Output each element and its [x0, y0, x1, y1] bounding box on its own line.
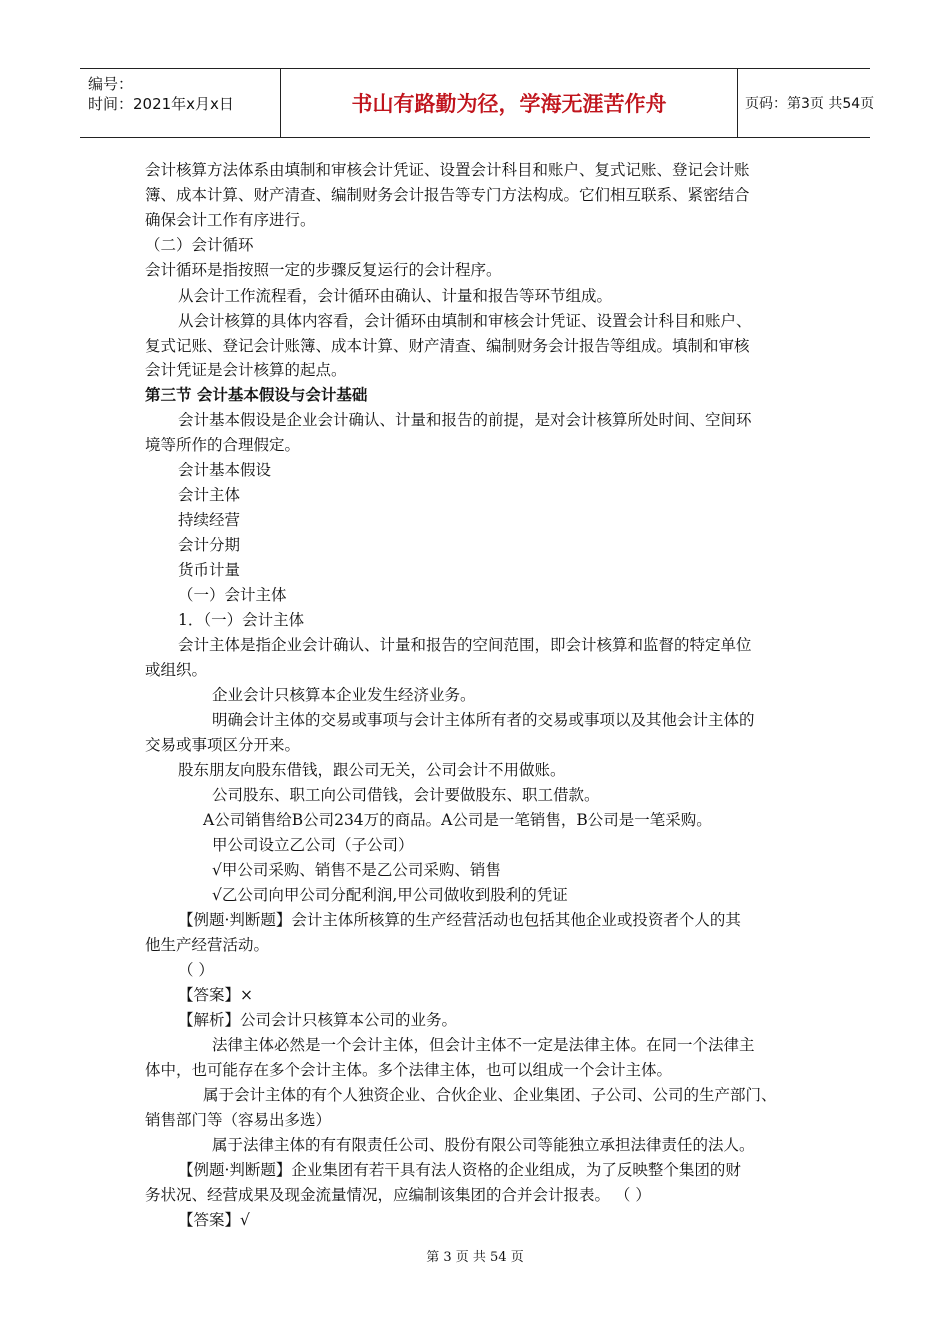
text-line: 股东朋友向股东借钱，跟公司无关，公司会计不用做账。	[178, 761, 566, 779]
text-line: 企业会计只核算本企业发生经济业务。	[212, 686, 476, 704]
text-line: 会计循环是指按照一定的步骤反复运行的会计程序。	[145, 261, 502, 279]
answer: 【答案】×	[178, 986, 253, 1004]
text-line: 会计基本假设是企业会计确认、计量和报告的前提，是对会计核算所处时间、空间环	[178, 411, 752, 429]
text-line: 务状况、经营成果及现金流量情况，应编制该集团的合并会计报表。 （ ）	[145, 1186, 651, 1204]
text-line: 会计核算方法体系由填制和审核会计凭证、设置会计科目和账户、复式记账、登记会计账	[145, 161, 750, 179]
text-line: 会计基本假设	[178, 461, 272, 479]
text-line: 确保会计工作有序进行。	[145, 211, 316, 229]
text-line: 公司股东、职工向公司借钱，会计要做股东、职工借款。	[212, 786, 600, 804]
text-line: 会计分期	[178, 536, 241, 554]
text-line: 销售部门等（容易出多选）	[145, 1111, 332, 1129]
explanation: 【解析】公司会计只核算本公司的业务。	[178, 1011, 458, 1029]
text-line: 1．（一）会计主体	[178, 611, 305, 629]
text-line: 或组织。	[145, 661, 208, 679]
answer-blank: （ ）	[178, 961, 214, 979]
subsection-heading: （一）会计主体	[178, 586, 287, 604]
text-line: 法律主体必然是一个会计主体，但会计主体不一定是法律主体。在同一个法律主	[212, 1036, 755, 1054]
text-line: 会计主体是指企业会计确认、计量和报告的空间范围，即会计核算和监督的特定单位	[178, 636, 752, 654]
text-line: 货币计量	[178, 561, 241, 579]
number-label: 编号：	[88, 75, 134, 93]
text-line: √乙公司向甲公司分配利润,甲公司做收到股利的凭证	[212, 886, 568, 904]
text-line: 明确会计主体的交易或事项与会计主体所有者的交易或事项以及其他会计主体的	[212, 711, 755, 729]
text-line: 从会计工作流程看，会计循环由确认、计量和报告等环节组成。	[178, 287, 613, 305]
text-line: 会计凭证是会计核算的起点。	[145, 361, 347, 379]
page-footer: 第 3 页 共 54 页	[426, 1250, 524, 1265]
section-heading: 第三节 会计基本假设与会计基础	[145, 386, 368, 404]
example-question: 【例题·判断题】会计主体所核算的生产经营活动也包括其他企业或投资者个人的其	[178, 911, 741, 929]
text-line: 甲公司设立乙公司（子公司）	[212, 836, 414, 854]
date-label: 时间：2021年x月x日	[88, 95, 234, 113]
text-line: A公司销售给B公司234万的商品。A公司是一笔销售，B公司是一笔采购。	[203, 811, 712, 829]
text-line: 属于会计主体的有个人独资企业、合伙企业、企业集团、子公司、公司的生产部门、	[203, 1086, 777, 1104]
text-line: 他生产经营活动。	[145, 936, 270, 954]
header-meta	[80, 69, 280, 137]
text-line: √甲公司采购、销售不是乙公司采购、销售	[212, 861, 501, 879]
text-line: 会计主体	[178, 486, 241, 504]
text-line: 簿、成本计算、财产清查、编制财务会计报告等专门方法构成。它们相互联系、紧密结合	[145, 186, 750, 204]
text-line: 体中，也可能存在多个会计主体。多个法律主体，也可以组成一个会计主体。	[145, 1061, 673, 1079]
subsection-heading: （二）会计循环	[145, 236, 254, 254]
text-line: 交易或事项区分开来。	[145, 736, 301, 754]
page-info: 页码：第3页 共54页	[745, 96, 875, 112]
answer: 【答案】√	[178, 1211, 250, 1229]
example-question: 【例题·判断题】企业集团有若干具有法人资格的企业组成，为了反映整个集团的财	[178, 1161, 741, 1179]
text-line: 境等所作的合理假定。	[145, 436, 301, 454]
motto: 书山有路勤为径，学海无涯苦作舟	[280, 69, 738, 137]
header-table	[80, 68, 875, 138]
text-line: 属于法律主体的有有限责任公司、股份有限公司等能独立承担法律责任的法人。	[212, 1136, 755, 1154]
text-line: 复式记账、登记会计账簿、成本计算、财产清查、编制财务会计报告等组成。填制和审核	[145, 337, 750, 355]
text-line: 持续经营	[178, 511, 241, 529]
text-line: 从会计核算的具体内容看，会计循环由填制和审核会计凭证、设置会计科目和账户、	[178, 312, 752, 330]
